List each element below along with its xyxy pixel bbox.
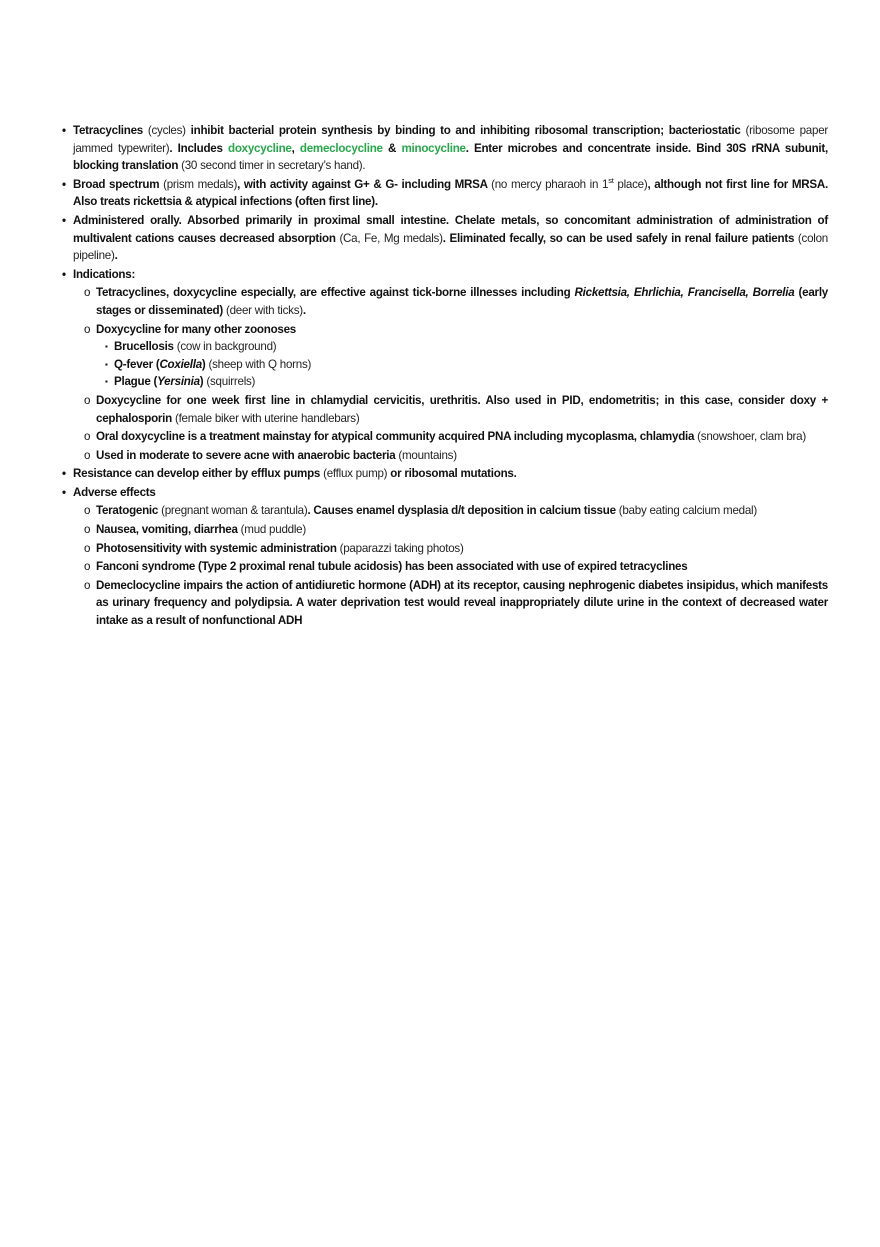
text-segment: Indications:: [73, 267, 136, 281]
text-segment: Tetracyclines, doxycycline especially, are effective against tick-borne illnesses including: [96, 286, 575, 300]
text-segment: .: [114, 249, 118, 263]
text-segment: . Eliminated fecally, so can be used safely in renal failure patients: [442, 231, 798, 245]
text-segment: .: [302, 303, 306, 317]
bullet-marker-icon: ▪: [105, 377, 108, 387]
sub-bullet-item: [62, 577, 828, 630]
text-segment: Demeclocycline impairs the action of antidiuretic hormone (ADH) at its receptor, causing nephrogenic diabetes insipidus, which manifests as urinary frequency and polydipsia. A water deprivation test would reveal inappropriately dilute urine in the context of decreased water intake as a result of nonfunctional ADH: [96, 578, 828, 628]
bullet-item: [62, 212, 828, 265]
text-segment: Teratogenic: [96, 504, 162, 518]
text-segment: Oral doxycycline is a treatment mainstay for atypical community acquired PNA including mycoplasma, chlamydia: [96, 430, 698, 444]
text-segment: (paparazzi taking photos): [339, 541, 464, 555]
text-segment: Tetracyclines: [73, 124, 148, 137]
text-segment: Photosensitivity with systemic administration: [96, 541, 340, 555]
text-segment: Brucellosis: [114, 340, 177, 354]
text-segment: Doxycycline for one week first line in chlamydial cervicitis, urethritis. Also used in PID, endometritis; in this case, consider doxy + cephalosporin: [96, 393, 828, 425]
bullet-item: [62, 266, 828, 284]
sub-bullet-item: [62, 558, 828, 576]
text-segment: (colon pipeline): [73, 231, 828, 263]
sub-sub-bullet-item: [62, 373, 828, 391]
bullet-marker-icon: •: [62, 485, 66, 499]
text-segment: ): [199, 375, 207, 389]
bullet-marker-icon: ▪: [105, 359, 108, 369]
bullet-item: [62, 176, 828, 211]
bullet-marker-icon: o: [84, 578, 91, 592]
text-segment: Rickettsia, Ehrlichia, Francisella, Borrelia: [574, 286, 795, 300]
text-segment: . Includes: [169, 141, 228, 155]
bullet-marker-icon: o: [84, 286, 91, 300]
drug-name-highlight: doxycycline: [227, 141, 292, 155]
text-segment: Broad spectrum: [73, 177, 164, 191]
text-segment: Adverse effects: [73, 485, 156, 499]
bullet-marker-icon: o: [84, 322, 91, 336]
text-segment: (efflux pump): [323, 467, 391, 481]
sub-bullet-item: [62, 321, 828, 339]
text-segment: (mountains): [398, 448, 457, 462]
bullet-marker-icon: o: [84, 393, 91, 407]
text-segment: ): [201, 357, 209, 371]
bullet-item: [62, 465, 828, 483]
document-page: [62, 121, 828, 630]
text-segment: , with activity against G+ & G- including MRSA: [237, 177, 492, 191]
text-segment: . Causes enamel dysplasia d/t deposition in calcium tissue: [307, 504, 619, 518]
text-segment: Resistance can develop either by efflux pumps: [73, 467, 324, 481]
bullet-marker-icon: o: [84, 430, 91, 444]
text-segment: place): [613, 177, 648, 191]
text-segment: , although not first line for MRSA. Also treats rickettsia & atypical infections (often first line).: [73, 177, 828, 209]
text-segment: (early stages or disseminated): [96, 286, 828, 317]
sub-bullet-item: [62, 502, 828, 520]
bullet-marker-icon: ▪: [105, 342, 108, 352]
bullet-marker-icon: o: [84, 541, 91, 555]
text-segment: (pregnant woman & tarantula): [161, 504, 308, 518]
text-segment: Used in moderate to severe acne with anaerobic bacteria: [96, 448, 399, 462]
bullet-marker-icon: •: [62, 213, 66, 227]
text-segment: (mud puddle): [240, 523, 306, 537]
sub-bullet-item: [62, 428, 828, 446]
sub-bullet-item: [62, 392, 828, 427]
text-segment: Nausea, vomiting, diarrhea: [96, 523, 241, 537]
text-segment: (cycles): [147, 124, 191, 137]
text-segment: (ribosome paper jammed typewriter): [73, 124, 828, 155]
bullet-marker-icon: o: [84, 560, 91, 574]
text-segment: Doxycycline for many other zoonoses: [96, 322, 296, 336]
sub-sub-bullet-item: [62, 356, 828, 374]
text-segment: (sheep with Q horns): [208, 357, 312, 371]
text-segment: (30 second timer in secretary’s hand).: [181, 159, 366, 173]
text-segment: Q-fever (: [114, 357, 160, 371]
sub-bullet-item: [62, 284, 828, 319]
bullet-marker-icon: •: [62, 124, 66, 137]
text-segment: . Enter microbes and concentrate inside. Bind 30S rRNA subunit, blocking translation: [73, 141, 828, 173]
sub-bullet-item: [62, 521, 828, 539]
bullet-marker-icon: •: [62, 467, 66, 481]
sub-bullet-item: [62, 447, 828, 465]
text-segment: or ribosomal mutations.: [390, 467, 517, 481]
text-segment: Fanconi syndrome (Type 2 proximal renal tubule acidosis) has been associated with use of expired tetracyclines: [96, 560, 688, 574]
text-segment: Administered orally. Absorbed primarily in proximal small intestine. Chelate metals, so concomitant administration of administration of multivalent cations causes decreased absorption: [73, 213, 828, 245]
text-segment: Coxiella: [159, 357, 202, 371]
text-segment: Plague (: [114, 375, 158, 389]
text-segment: (baby eating calcium medal): [618, 504, 757, 518]
text-segment: (Ca, Fe, Mg medals): [339, 231, 443, 245]
bullet-marker-icon: o: [84, 448, 91, 462]
drug-name-highlight: demeclocycline: [299, 141, 383, 155]
drug-name-highlight: minocycline: [401, 141, 466, 155]
bullet-marker-icon: •: [62, 177, 66, 191]
text-segment: st: [608, 175, 614, 185]
bullet-marker-icon: o: [84, 523, 91, 537]
text-segment: (prism medals): [163, 177, 238, 191]
bullet-marker-icon: •: [62, 267, 66, 281]
text-segment: &: [382, 141, 402, 155]
text-segment: (female biker with uterine handlebars): [174, 411, 360, 425]
text-segment: (squirrels): [206, 375, 256, 389]
text-segment: inhibit bacterial protein synthesis by binding to and inhibiting ribosomal transcription; bacteriostatic: [190, 124, 746, 137]
bullet-marker-icon: o: [84, 504, 91, 518]
bullet-item: [62, 122, 828, 175]
text-segment: ,: [291, 141, 300, 155]
text-segment: (no mercy pharaoh in 1: [491, 177, 609, 191]
sub-sub-bullet-item: [62, 338, 828, 356]
text-segment: (cow in background): [176, 340, 277, 354]
text-segment: Yersinia: [157, 375, 200, 389]
bullet-item: [62, 484, 828, 502]
text-segment: (snowshoer, clam bra): [697, 430, 806, 444]
text-segment: (deer with ticks): [225, 303, 303, 317]
sub-bullet-item: [62, 540, 828, 558]
